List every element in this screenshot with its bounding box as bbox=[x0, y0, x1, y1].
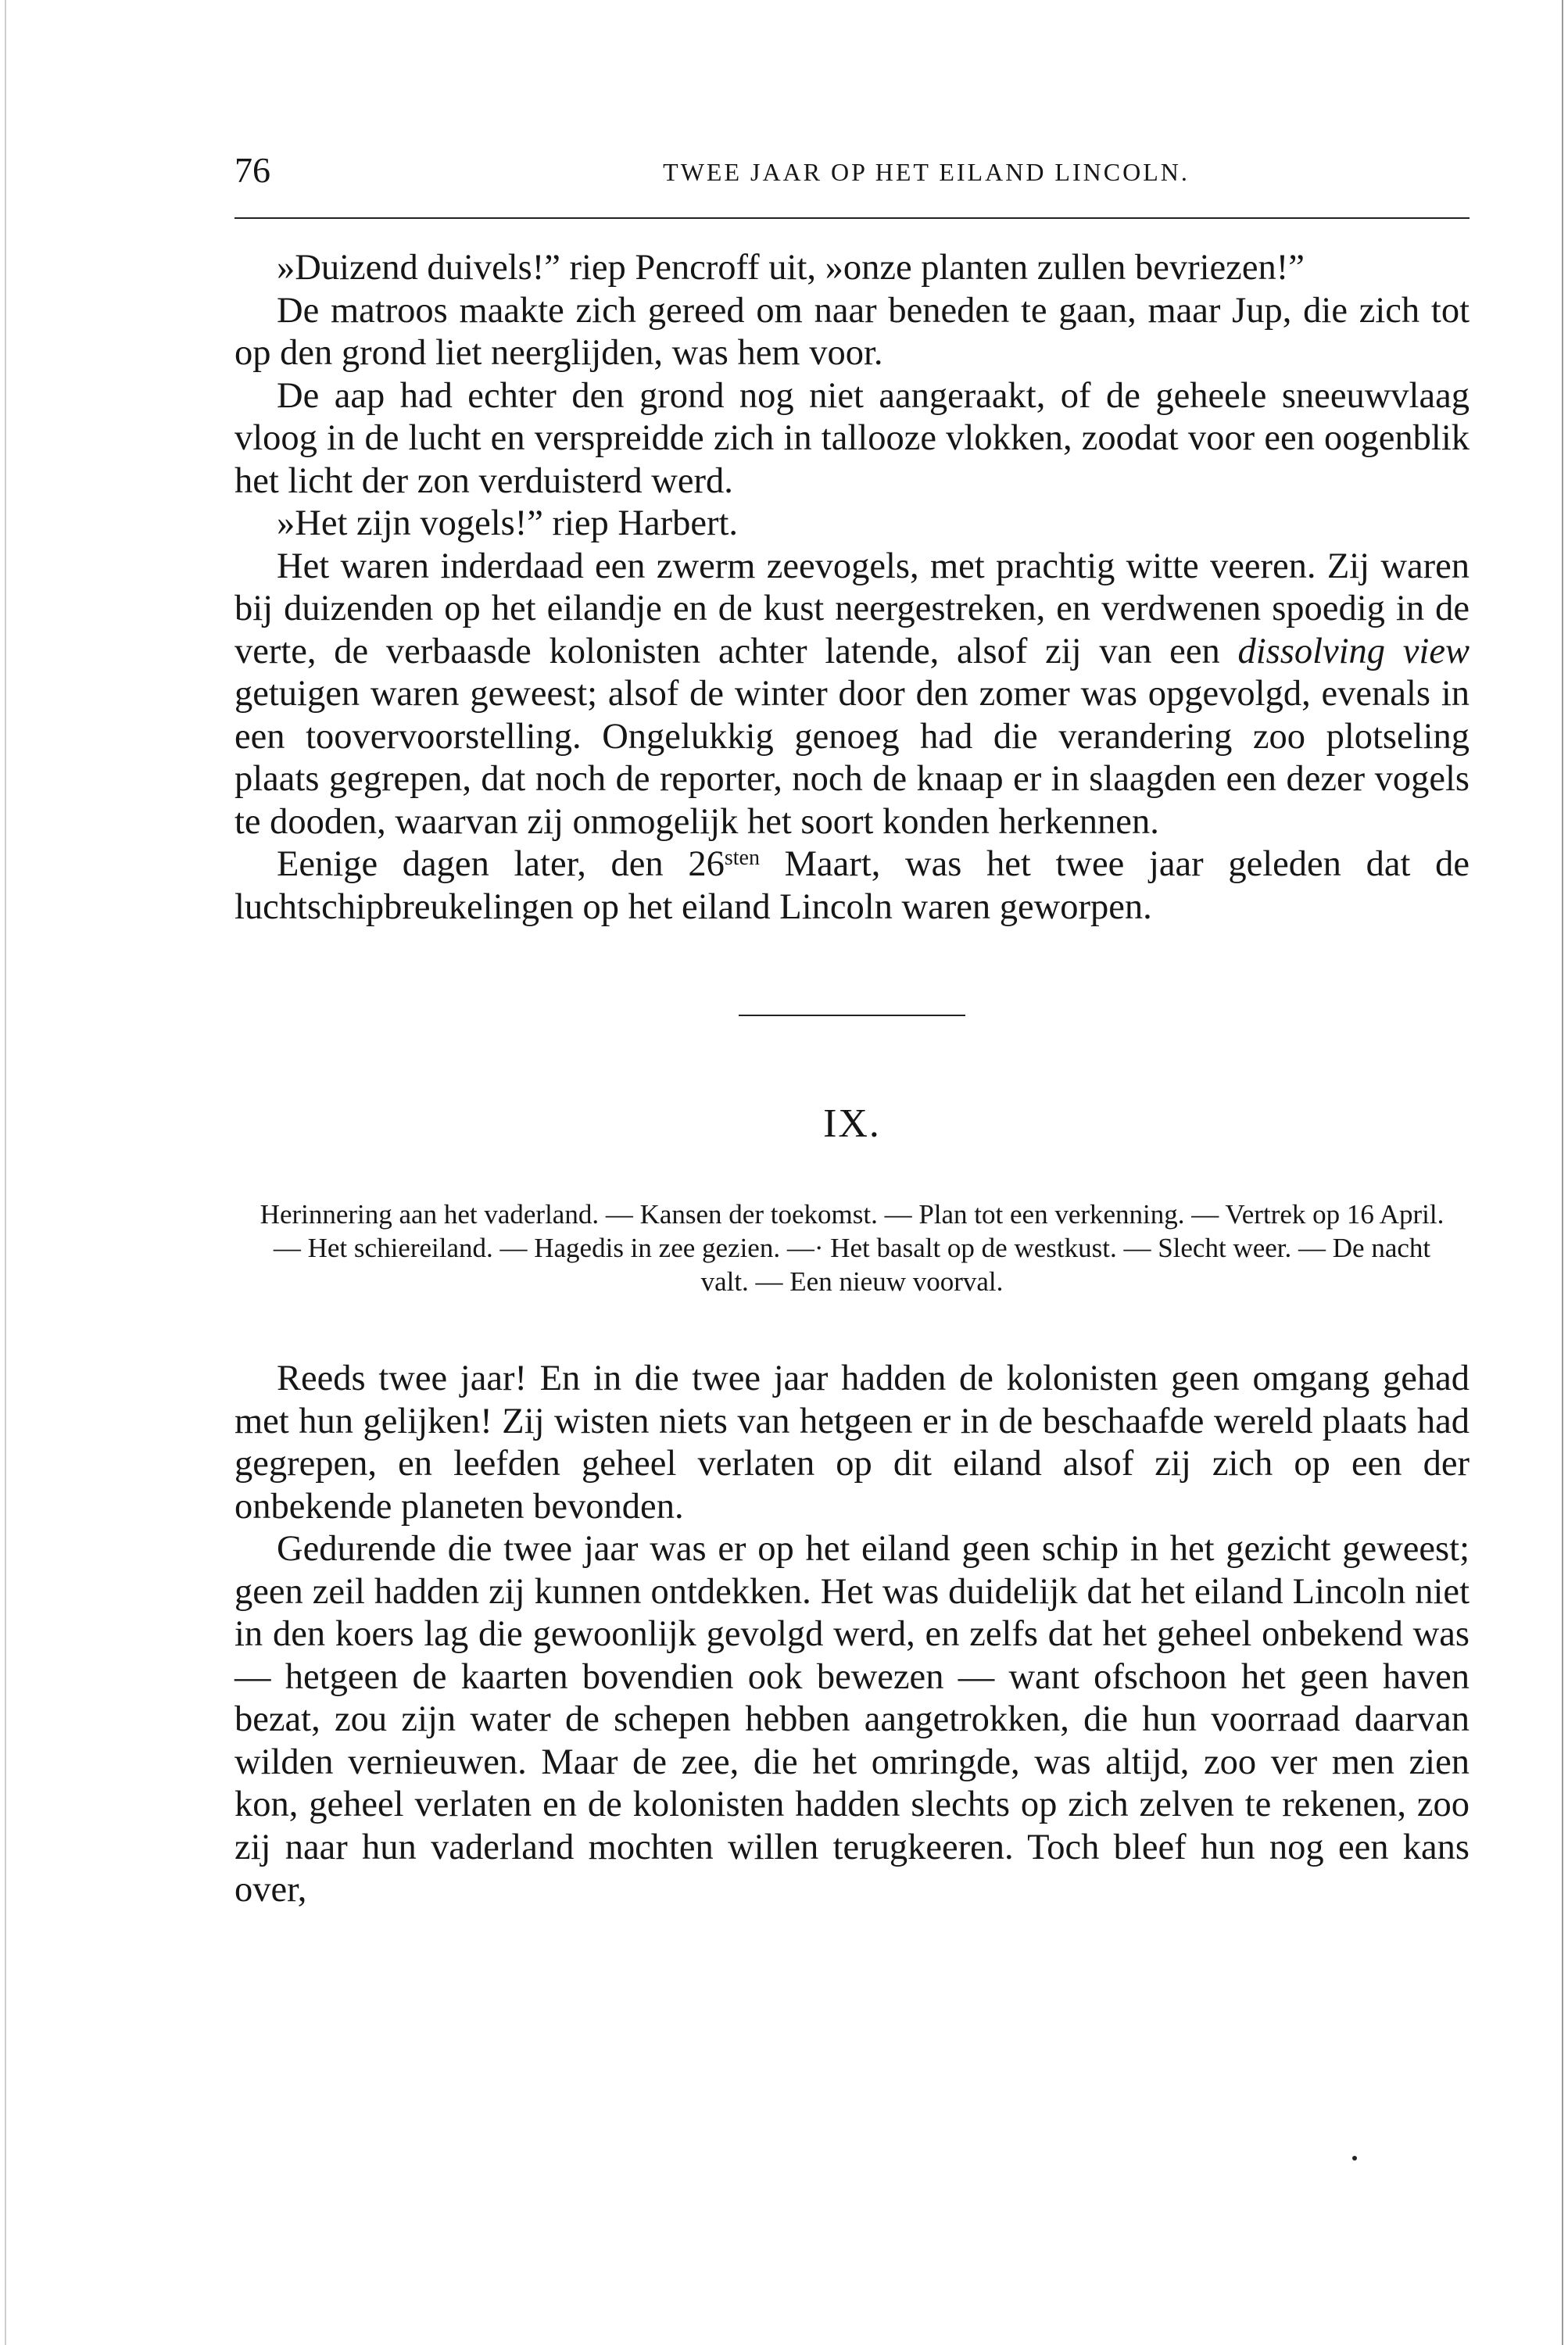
paragraph: De matroos maakte zich gereed om naar beneden te gaan, maar Jup, die zich tot op den grond liet neerglijden, was hem voor. bbox=[234, 290, 1470, 373]
section-2 bbox=[234, 1358, 1470, 1912]
paragraph-text: getuigen waren geweest; alsof de winter door den zomer was opgevolgd, evenals in een toovervoorstelling. Ongelukkig genoeg had die verandering zoo plotseling plaats gegrepen, dat noch de reporter, noch de knaap er in slaagden een dezer vogels te dooden, waarvan zij onmogelijk het soort konden herkennen. bbox=[234, 674, 1470, 842]
paragraph-text: Maart, was het twee jaar geleden dat de luchtschipbreukelingen op het eiland Lincoln waren geworpen. bbox=[234, 844, 1470, 927]
page-number: 76 bbox=[234, 150, 270, 190]
running-title: TWEE JAAR OP HET EILAND LINCOLN. bbox=[663, 158, 1190, 186]
paragraph: De aap had echter den grond nog niet aangeraakt, of de geheele sneeuwvlaag vloog in de lucht en verspreidde zich in tallooze vlokken, zoodat voor een oogenblik het licht der zon verduisterd werd. bbox=[234, 375, 1470, 501]
section-separator bbox=[739, 1015, 965, 1016]
paragraph: Gedurende die twee jaar was er op het eiland geen schip in het gezicht geweest; geen zeil hadden zij kunnen ontdekken. Het was duidelijk dat het eiland Lincoln niet in den koers lag die gewoonlijk gevolgd werd, en zelfs dat het geheel onbekend was — hetgeen de kaarten bovendien ook bewezen — want ofschoon het geen haven bezat, zou zijn water de schepen hebben aangetrokken, die hun voorraad daarvan wilden vernieuwen. Maar de zee, die het omringde, was altijd, zoo ver men zien kon, geheel verlaten en de kolonisten hadden slechts op zich zelven te rekenen, zoo zij naar hun vaderland mochten willen terugkeeren. Toch bleef hun nog een kans over, bbox=[234, 1529, 1470, 1910]
page-header bbox=[234, 149, 1470, 195]
paragraph bbox=[234, 843, 1470, 929]
left-page-edge bbox=[5, 0, 6, 2345]
ink-mark bbox=[1352, 2156, 1357, 2161]
chapter-title: IX. bbox=[823, 1101, 881, 1146]
superscript: sten bbox=[724, 846, 760, 870]
chapter-summary: Herinnering aan het vaderland. — Kansen der toekomst. — Plan tot een verkenning. — Vertrek op 16 April. — Het schiereiland. — Hagedis in zee gezien. —· Het basalt op de westkust. — Slecht weer. — De nacht valt. — Een nieuw voorval. bbox=[260, 1199, 1444, 1297]
paragraph: »Het zijn vogels!” riep Harbert. bbox=[277, 503, 739, 543]
paragraph-text: Eenige dagen later, den 26 bbox=[277, 844, 725, 884]
paragraph bbox=[234, 546, 1470, 844]
italic-phrase: dissolving view bbox=[1237, 631, 1470, 671]
paragraph-text: Het waren inderdaad een zwerm zeevogels, met prachtig witte veeren. Zij waren bij duizenden op het eilandje en de kust neergestreken, en verdwenen spoedig in de verte, de verbaasde kolonisten achter latende, alsof zij van een bbox=[234, 546, 1470, 671]
book-page bbox=[234, 149, 1470, 1912]
right-page-edge bbox=[1562, 0, 1563, 2345]
header-rule bbox=[234, 217, 1470, 219]
section-1 bbox=[234, 247, 1470, 929]
paragraph: »Duizend duivels!” riep Pencroff uit, »onze planten zullen bevriezen!” bbox=[277, 248, 1305, 288]
paragraph: Reeds twee jaar! En in die twee jaar hadden de kolonisten geen omgang gehad met hun gelijken! Zij wisten niets van hetgeen er in de beschaafde wereld plaats had gegrepen, en leefden geheel verlaten op dit eiland alsof zij zich op een der onbekende planeten bevonden. bbox=[234, 1359, 1470, 1527]
